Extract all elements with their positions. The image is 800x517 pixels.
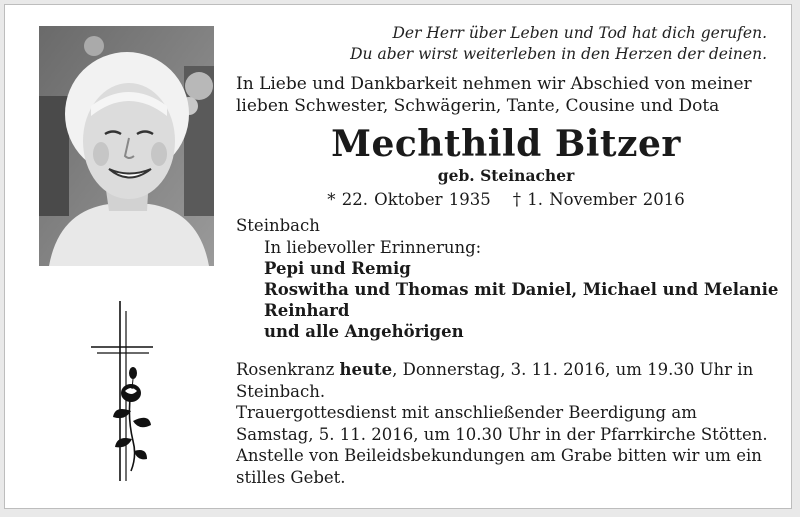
request-notice-end: stilles Gebet. [236, 467, 346, 487]
residence-place: Steinbach [236, 216, 320, 235]
rosary-highlight: heute [339, 360, 393, 379]
funeral-details: Samstag, 5. 11. 2016, um 10.30 Uhr in der Pfarrkirche Stötten. [236, 424, 768, 444]
mourners-heading: In liebevoller Erinnerung: [264, 238, 482, 257]
obituary-notice [4, 4, 792, 509]
rosary-prefix: Rosenkranz [236, 360, 340, 379]
birth-name: geb. Steinacher [437, 166, 575, 185]
rosary-details: , Donnerstag, 3. 11. 2016, um 19.30 Uhr in [392, 360, 754, 379]
intro-line: lieben Schwester, Schwägerin, Tante, Cousine und Dota [236, 96, 720, 116]
intro-line: In Liebe und Dankbarkeit nehmen wir Abschied von meiner [236, 74, 752, 94]
funeral-notice: Trauergottesdienst mit anschließender Beerdigung am [236, 403, 697, 422]
cross-with-rose-icon [91, 301, 161, 490]
death-date: † 1. November 2016 [512, 190, 685, 209]
birth-date: * 22. Oktober 1935 [327, 190, 491, 209]
rosary-place: Steinbach. [236, 381, 326, 401]
portrait-photo [39, 26, 214, 266]
service-notice [236, 359, 781, 488]
request-notice: Anstelle von Beileidsbekundungen am Grabe bitten wir um ein [236, 446, 762, 465]
motto-line: Der Herr über Leben und Tod hat dich gerufen. [392, 24, 767, 42]
motto [237, 23, 767, 65]
mourners-list [264, 237, 784, 342]
mourner-line: Reinhard [264, 301, 350, 320]
mourner-line: Roswitha und Thomas mit Daniel, Michael und Melanie [264, 280, 779, 299]
mourner-line: Pepi und Remig [264, 259, 411, 278]
mourner-line: und alle Angehörigen [264, 322, 464, 341]
motto-line: Du aber wirst weiterleben in den Herzen der deinen. [350, 45, 767, 63]
rosary-notice [236, 359, 781, 381]
deceased-name: Mechthild Bitzer [331, 123, 681, 165]
intro-text [236, 73, 776, 117]
life-dates [236, 189, 776, 211]
